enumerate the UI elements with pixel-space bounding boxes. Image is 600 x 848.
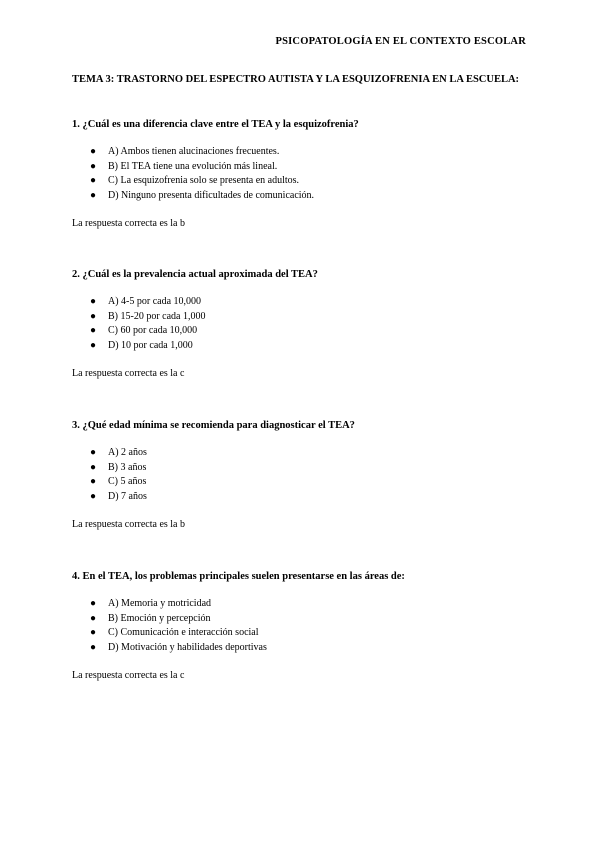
option-item: ● D) Motivación y habilidades deportivas — [72, 641, 532, 656]
options-list — [72, 597, 532, 655]
question-text: 2. ¿Cuál es la prevalencia actual aproximada del TEA? — [72, 269, 318, 280]
options-list — [72, 295, 532, 353]
question-block — [72, 268, 532, 380]
option-item: ● D) Ninguno presenta dificultades de comunicación. — [72, 189, 532, 204]
bullet-icon: ● — [90, 612, 97, 624]
bullet-icon: ● — [90, 447, 97, 458]
bullet-icon: ● — [90, 325, 97, 337]
option-item: ● C) Comunicación e interacción social — [72, 626, 532, 641]
bullet-icon: ● — [90, 339, 97, 351]
page-header: PSICOPATOLOGÍA EN EL CONTEXTO ESCOLAR — [275, 36, 526, 47]
options-list — [72, 145, 532, 203]
option-item: ● C) La esquizofrenia solo se presenta en adultos. — [72, 174, 532, 189]
question-block — [72, 419, 532, 531]
option-item: ● A) Memoria y motricidad — [72, 597, 532, 612]
option-item: ● B) 3 años — [72, 461, 532, 476]
option-item: ● A) Ambos tienen alucinaciones frecuentes. — [72, 145, 532, 160]
options-list — [72, 446, 532, 504]
question-block — [72, 118, 532, 230]
option-item: ● C) 60 por cada 10,000 — [72, 324, 532, 339]
bullet-icon: ● — [90, 476, 97, 488]
option-item: ● D) 7 años — [72, 490, 532, 505]
bullet-icon: ● — [90, 296, 97, 307]
bullet-icon: ● — [90, 461, 97, 473]
question-block — [72, 570, 532, 682]
answer-text: La respuesta correcta es la c — [72, 368, 185, 380]
option-item: ● A) 2 años — [72, 446, 532, 461]
bullet-icon: ● — [90, 310, 97, 322]
bullet-icon: ● — [90, 160, 97, 172]
bullet-icon: ● — [90, 490, 97, 502]
bullet-icon: ● — [90, 627, 97, 639]
bullet-icon: ● — [90, 189, 97, 201]
bullet-icon: ● — [90, 598, 97, 609]
bullet-icon: ● — [90, 175, 97, 187]
option-item: ● D) 10 por cada 1,000 — [72, 339, 532, 354]
option-item: ● B) 15-20 por cada 1,000 — [72, 310, 532, 325]
section-title: TEMA 3: TRASTORNO DEL ESPECTRO AUTISTA Y LA ESQUIZOFRENIA EN LA ESCUELA: — [72, 74, 520, 85]
answer-text: La respuesta correcta es la b — [72, 519, 185, 531]
bullet-icon: ● — [90, 146, 97, 157]
option-item: ● B) Emoción y percepción — [72, 612, 532, 627]
question-text: 4. En el TEA, los problemas principales suelen presentarse en las áreas de: — [72, 571, 405, 582]
option-item: ● C) 5 años — [72, 475, 532, 490]
bullet-icon: ● — [90, 641, 97, 653]
question-text: 1. ¿Cuál es una diferencia clave entre el TEA y la esquizofrenia? — [72, 119, 359, 130]
answer-text: La respuesta correcta es la b — [72, 218, 185, 230]
option-item: ● A) 4-5 por cada 10,000 — [72, 295, 532, 310]
option-item: ● B) El TEA tiene una evolución más lineal. — [72, 160, 532, 175]
answer-text: La respuesta correcta es la c — [72, 670, 185, 682]
question-text: 3. ¿Qué edad mínima se recomienda para diagnosticar el TEA? — [72, 420, 355, 431]
